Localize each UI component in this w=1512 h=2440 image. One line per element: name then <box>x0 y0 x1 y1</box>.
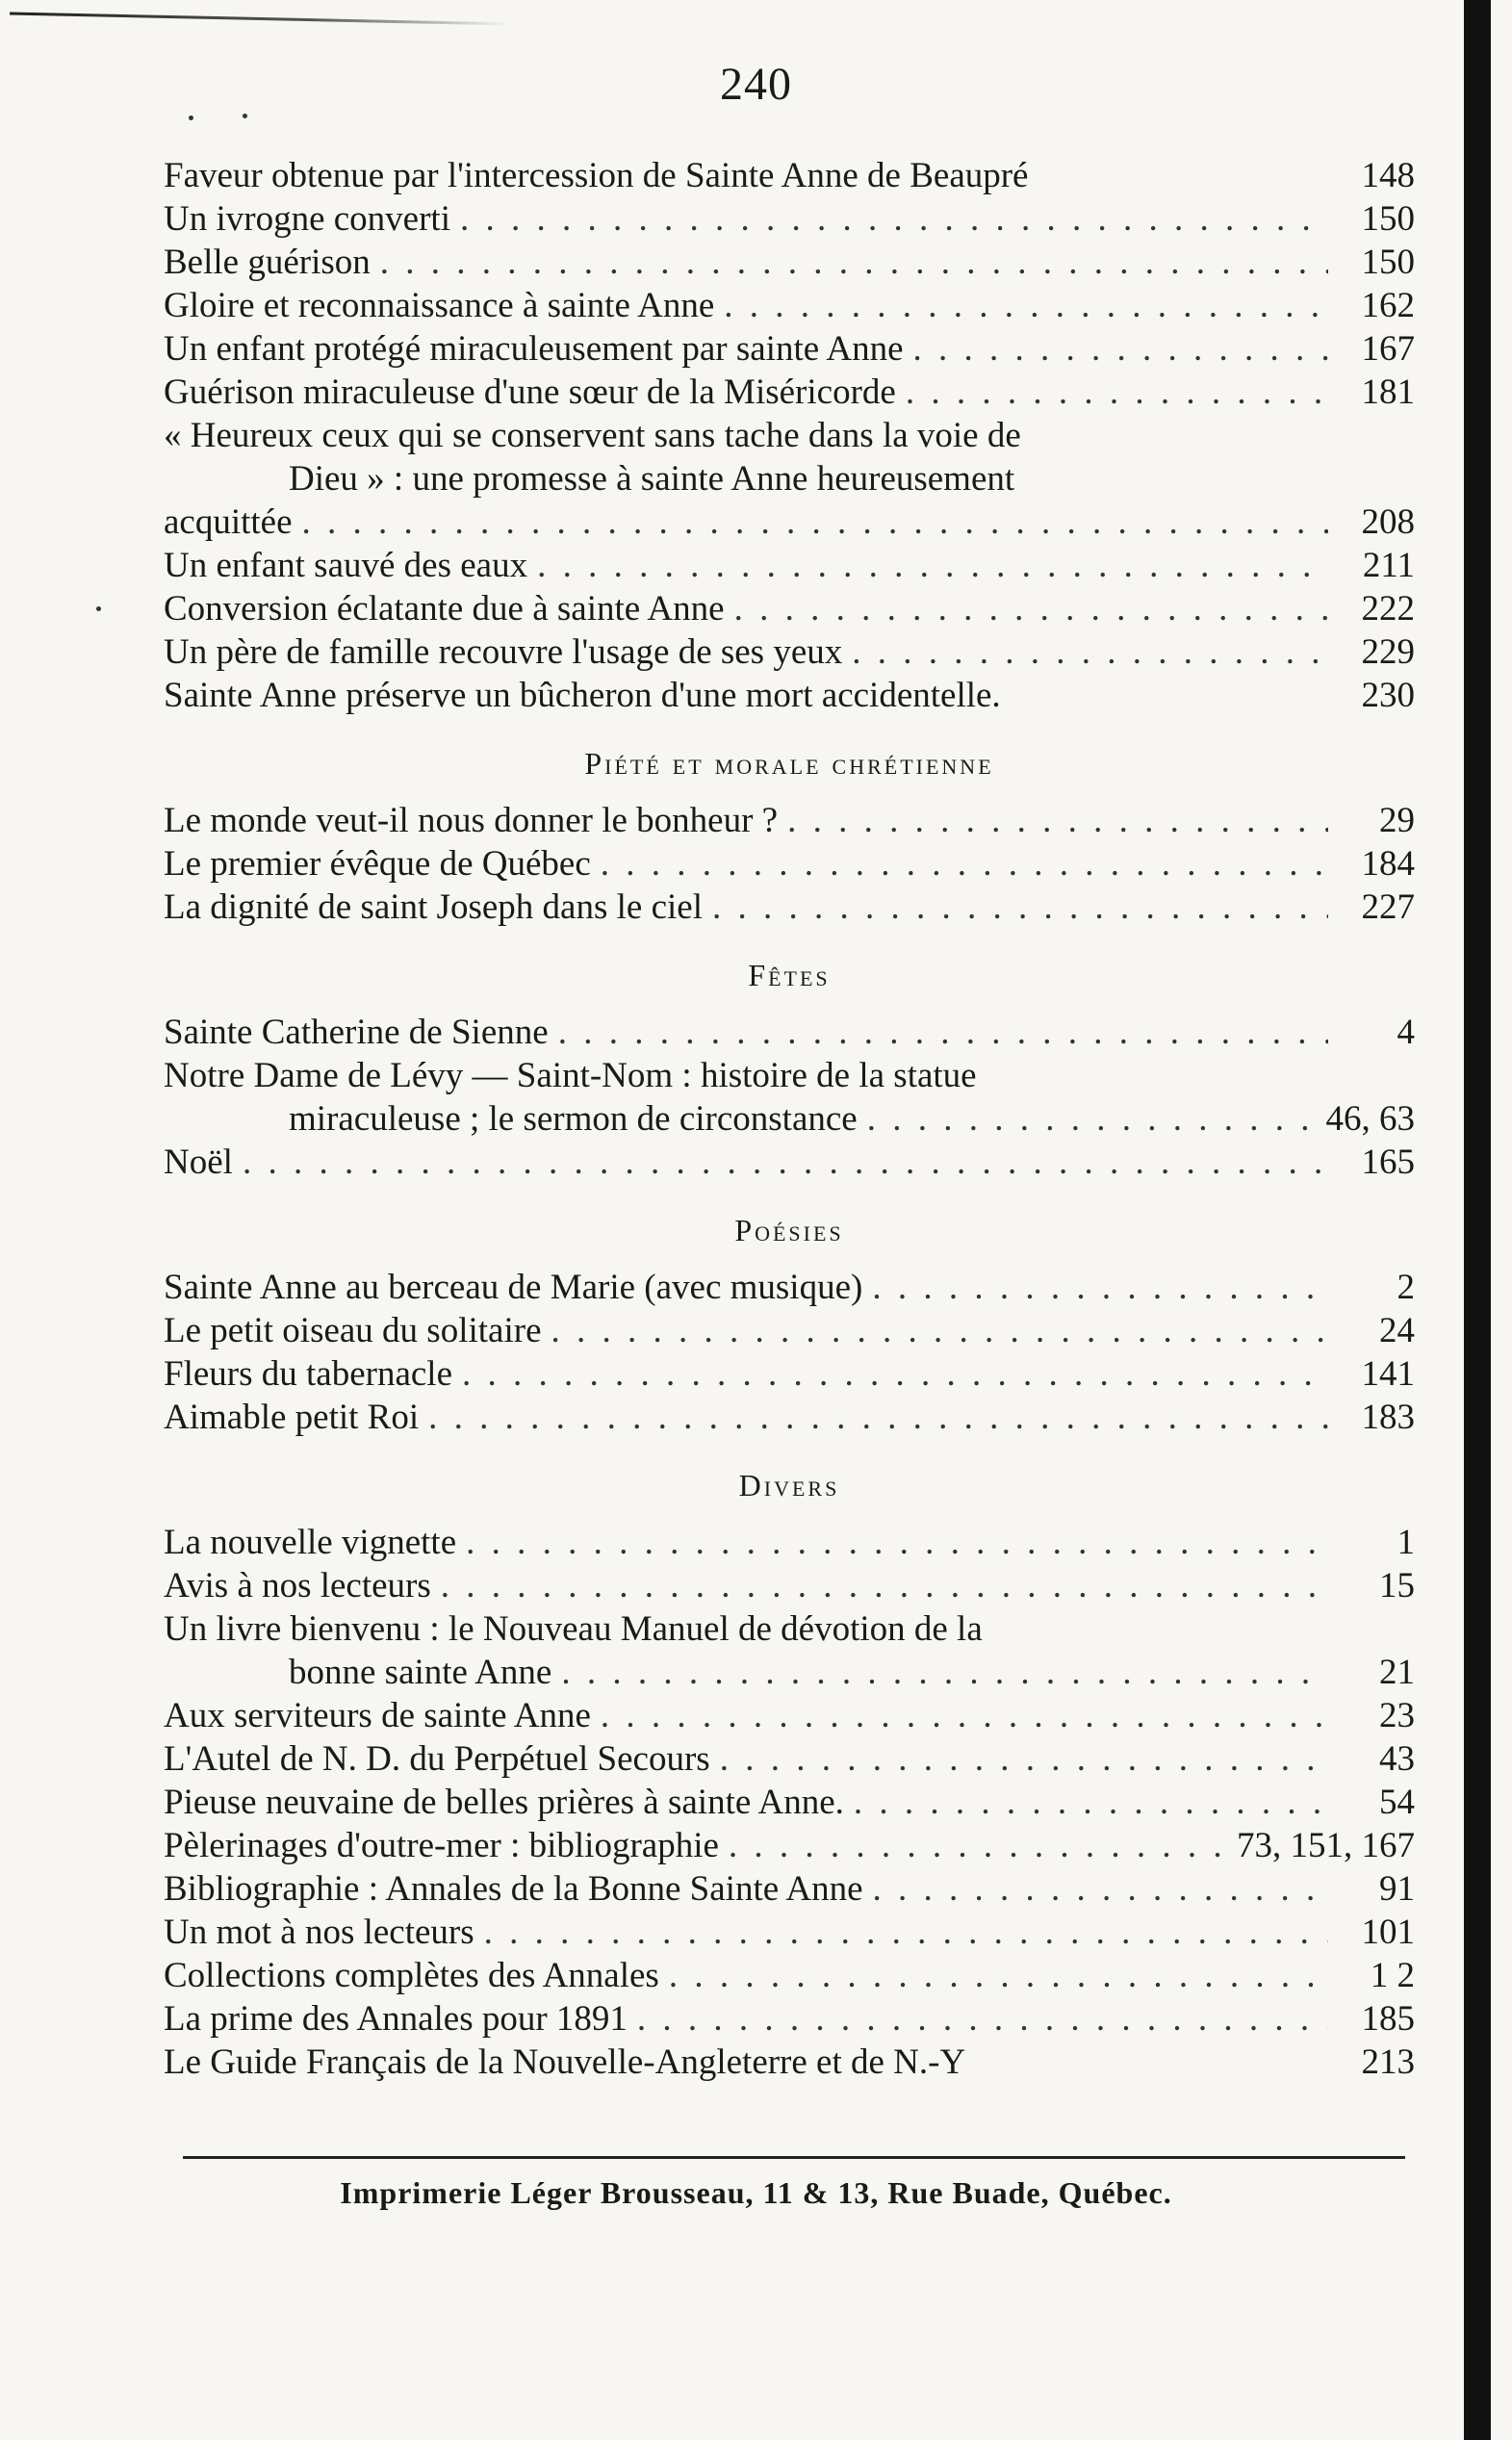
dot-leader <box>558 1011 1328 1054</box>
toc-entry-title: L'Autel de N. D. du Perpétuel Secours <box>164 1739 710 1779</box>
toc-entry-title: Un ivrogne converti <box>164 199 450 239</box>
toc-entry-page: 162 <box>1361 286 1415 325</box>
scan-speck <box>96 606 101 611</box>
toc-entry-title: Gloire et reconnaissance à sainte Anne <box>164 286 715 325</box>
toc-entry <box>164 842 1415 886</box>
toc-entry-page: 15 <box>1379 1566 1415 1605</box>
toc-entry-title: Notre Dame de Lévy — Saint-Nom : histoire de la statue <box>164 1056 977 1095</box>
toc-entry-title: La prime des Annales pour 1891 <box>164 1999 628 2039</box>
toc-entry-title: Aux serviteurs de sainte Anne <box>164 1696 591 1735</box>
scan-binding-edge <box>1464 0 1491 2440</box>
toc-entry-title: La nouvelle vignette <box>164 1523 457 1562</box>
scan-speck <box>243 114 247 118</box>
dot-leader <box>913 327 1329 371</box>
toc-entry-title: Le monde veut-il nous donner le bonheur ? <box>164 801 779 840</box>
scan-speck <box>189 116 193 120</box>
dot-leader <box>537 544 1328 587</box>
dot-leader <box>551 1309 1329 1352</box>
toc-entry <box>164 1607 1415 1694</box>
toc-entry-page: 181 <box>1361 372 1415 412</box>
toc-entry-page: 230 <box>1361 676 1415 715</box>
toc-entry <box>164 327 1415 371</box>
section-heading: Piété et morale chrétienne <box>584 746 994 781</box>
toc-entry-page: 229 <box>1361 632 1415 672</box>
dot-leader <box>243 1141 1328 1184</box>
dot-leader <box>712 886 1328 929</box>
toc-entry-title: Pèlerinages d'outre-mer : bibliographie <box>164 1826 719 1865</box>
dot-leader <box>466 1521 1328 1564</box>
toc-entry <box>164 587 1415 630</box>
toc-entry-page: 227 <box>1361 887 1415 927</box>
toc-entry <box>164 1781 1415 1824</box>
toc-entry-page: 165 <box>1361 1143 1415 1182</box>
dot-leader <box>852 630 1328 674</box>
toc-entry-title: Un enfant sauvé des eaux <box>164 546 528 585</box>
toc-entry-title: Collections complètes des Annales <box>164 1956 659 1995</box>
dot-leader <box>462 1352 1328 1396</box>
toc-entry-page: 73, 151, 167 <box>1237 1826 1415 1865</box>
toc-entry-page: 150 <box>1361 243 1415 282</box>
toc-entry-title: Noël <box>164 1143 233 1182</box>
toc-entry-title: Un mot à nos lecteurs <box>164 1913 474 1952</box>
dot-leader <box>561 1651 1328 1694</box>
dot-leader <box>669 1954 1328 1997</box>
dot-leader <box>637 1997 1328 2041</box>
toc-entry <box>164 1309 1415 1352</box>
toc-entry <box>164 1997 1415 2041</box>
toc-entry-page: 21 <box>1379 1653 1415 1692</box>
toc-entry <box>164 1396 1415 1439</box>
dot-leader <box>867 1097 1317 1141</box>
dot-leader <box>720 1737 1328 1781</box>
toc-entry-title-continued: bonne sainte Anne <box>289 1653 552 1692</box>
toc-entry-page: 167 <box>1361 329 1415 369</box>
toc-entry <box>164 674 1415 717</box>
toc-entry-page: 1 2 <box>1370 1956 1415 1995</box>
toc-entry-title-continued: acquittée <box>164 502 293 542</box>
dot-leader <box>302 501 1328 544</box>
dot-leader <box>601 1694 1328 1737</box>
toc-entry <box>164 1054 1415 1141</box>
toc-entry-page: 150 <box>1361 199 1415 239</box>
page-number: 240 <box>720 59 792 110</box>
toc-entry-page: 23 <box>1379 1696 1415 1735</box>
toc-entry <box>164 2041 1415 2084</box>
toc-entry-title: Fleurs du tabernacle <box>164 1354 452 1394</box>
toc-entry <box>164 371 1415 414</box>
toc-entry <box>164 544 1415 587</box>
dot-leader <box>729 1824 1227 1867</box>
section-heading: Poésies <box>734 1213 844 1247</box>
toc-entry-page: 184 <box>1361 844 1415 884</box>
dot-leader <box>787 799 1328 842</box>
toc-entry <box>164 630 1415 674</box>
dot-leader <box>873 1867 1328 1911</box>
toc-entry <box>164 1564 1415 1607</box>
toc-entry <box>164 886 1415 929</box>
toc-entry <box>164 1954 1415 1997</box>
dot-leader <box>428 1396 1328 1439</box>
toc-entry-page: 222 <box>1361 589 1415 629</box>
toc-entry-page: 54 <box>1379 1783 1415 1822</box>
table-of-contents <box>164 154 1415 2084</box>
dot-leader <box>906 371 1328 414</box>
toc-entry-title: Belle guérison <box>164 243 371 282</box>
toc-entry-page: 1 <box>1397 1523 1415 1562</box>
dot-leader <box>854 1781 1328 1824</box>
toc-entry <box>164 1141 1415 1184</box>
toc-entry <box>164 241 1415 284</box>
toc-entry-page: 91 <box>1379 1869 1415 1909</box>
section-heading: Divers <box>738 1468 840 1503</box>
dot-leader <box>872 1266 1328 1309</box>
toc-entry <box>164 799 1415 842</box>
toc-entry-title: Un enfant protégé miraculeusement par sainte Anne <box>164 329 904 369</box>
scan-edge-rule <box>10 13 510 26</box>
toc-entry-title: Bibliographie : Annales de la Bonne Sainte Anne <box>164 1869 863 1909</box>
toc-entry-title: Sainte Catherine de Sienne <box>164 1013 549 1052</box>
dot-leader <box>734 587 1328 630</box>
dot-leader <box>724 284 1328 327</box>
toc-entry-title: Le petit oiseau du solitaire <box>164 1311 542 1350</box>
toc-entry <box>164 1521 1415 1564</box>
toc-entry-title-continued: Dieu » : une promesse à sainte Anne heureusement <box>289 459 1015 499</box>
toc-entry <box>164 414 1415 544</box>
toc-entry <box>164 284 1415 327</box>
toc-entry-page: 101 <box>1361 1913 1415 1952</box>
toc-entry-page: 2 <box>1397 1268 1415 1307</box>
toc-entry-title: Conversion éclatante due à sainte Anne <box>164 589 725 629</box>
toc-entry-title: Guérison miraculeuse d'une sœur de la Miséricorde <box>164 372 896 412</box>
toc-entry <box>164 1011 1415 1054</box>
toc-entry <box>164 197 1415 241</box>
toc-entry <box>164 1824 1415 1867</box>
toc-entry-page: 211 <box>1362 546 1415 585</box>
toc-entry-title-continued: miraculeuse ; le sermon de circonstance <box>289 1099 858 1139</box>
toc-entry-title: La dignité de saint Joseph dans le ciel <box>164 887 703 927</box>
toc-entry-title: Un père de famille recouvre l'usage de ses yeux <box>164 632 843 672</box>
toc-entry-page: 29 <box>1379 801 1415 840</box>
toc-entry <box>164 1352 1415 1396</box>
toc-entry <box>164 1694 1415 1737</box>
toc-entry-page: 148 <box>1361 156 1415 195</box>
toc-entry-page: 43 <box>1379 1739 1415 1779</box>
toc-entry-title: Aimable petit Roi <box>164 1398 420 1437</box>
toc-entry-page: 208 <box>1361 502 1415 542</box>
toc-entry-title: Un livre bienvenu : le Nouveau Manuel de dévotion de la <box>164 1609 983 1649</box>
dot-leader <box>484 1911 1328 1954</box>
section-heading: Fêtes <box>748 958 831 992</box>
toc-entry-title: « Heureux ceux qui se conservent sans tache dans la voie de <box>164 416 1021 455</box>
toc-entry-title: Le premier évêque de Québec <box>164 844 591 884</box>
toc-entry <box>164 154 1415 197</box>
toc-entry-page: 213 <box>1361 2042 1415 2082</box>
toc-entry-title: Faveur obtenue par l'intercession de Sainte Anne de Beaupré <box>164 156 1029 195</box>
toc-entry-title: Sainte Anne préserve un bûcheron d'une mort accidentelle. <box>164 676 1001 715</box>
printer-imprint: Imprimerie Léger Brousseau, 11 & 13, Rue Buade, Québec. <box>340 2175 1172 2210</box>
toc-entry-title: Le Guide Français de la Nouvelle-Angleterre et de N.-Y <box>164 2042 966 2082</box>
toc-entry <box>164 1867 1415 1911</box>
dot-leader <box>380 241 1328 284</box>
toc-entry <box>164 1911 1415 1954</box>
toc-entry <box>164 1266 1415 1309</box>
toc-entry-page: 185 <box>1361 1999 1415 2039</box>
dot-leader <box>460 197 1328 241</box>
toc-entry-page: 4 <box>1397 1013 1415 1052</box>
toc-entry-title: Pieuse neuvaine de belles prières à sainte Anne. <box>164 1783 844 1822</box>
toc-entry-page: 24 <box>1379 1311 1415 1350</box>
dot-leader <box>601 842 1328 886</box>
toc-entry-page: 183 <box>1361 1398 1415 1437</box>
toc-entry <box>164 1737 1415 1781</box>
dot-leader <box>441 1564 1328 1607</box>
toc-entry-page: 46, 63 <box>1325 1099 1415 1139</box>
footer-rule <box>183 2156 1405 2159</box>
toc-entry-title: Avis à nos lecteurs <box>164 1566 431 1605</box>
toc-entry-title: Sainte Anne au berceau de Marie (avec musique) <box>164 1268 863 1307</box>
toc-entry-page: 141 <box>1361 1354 1415 1394</box>
